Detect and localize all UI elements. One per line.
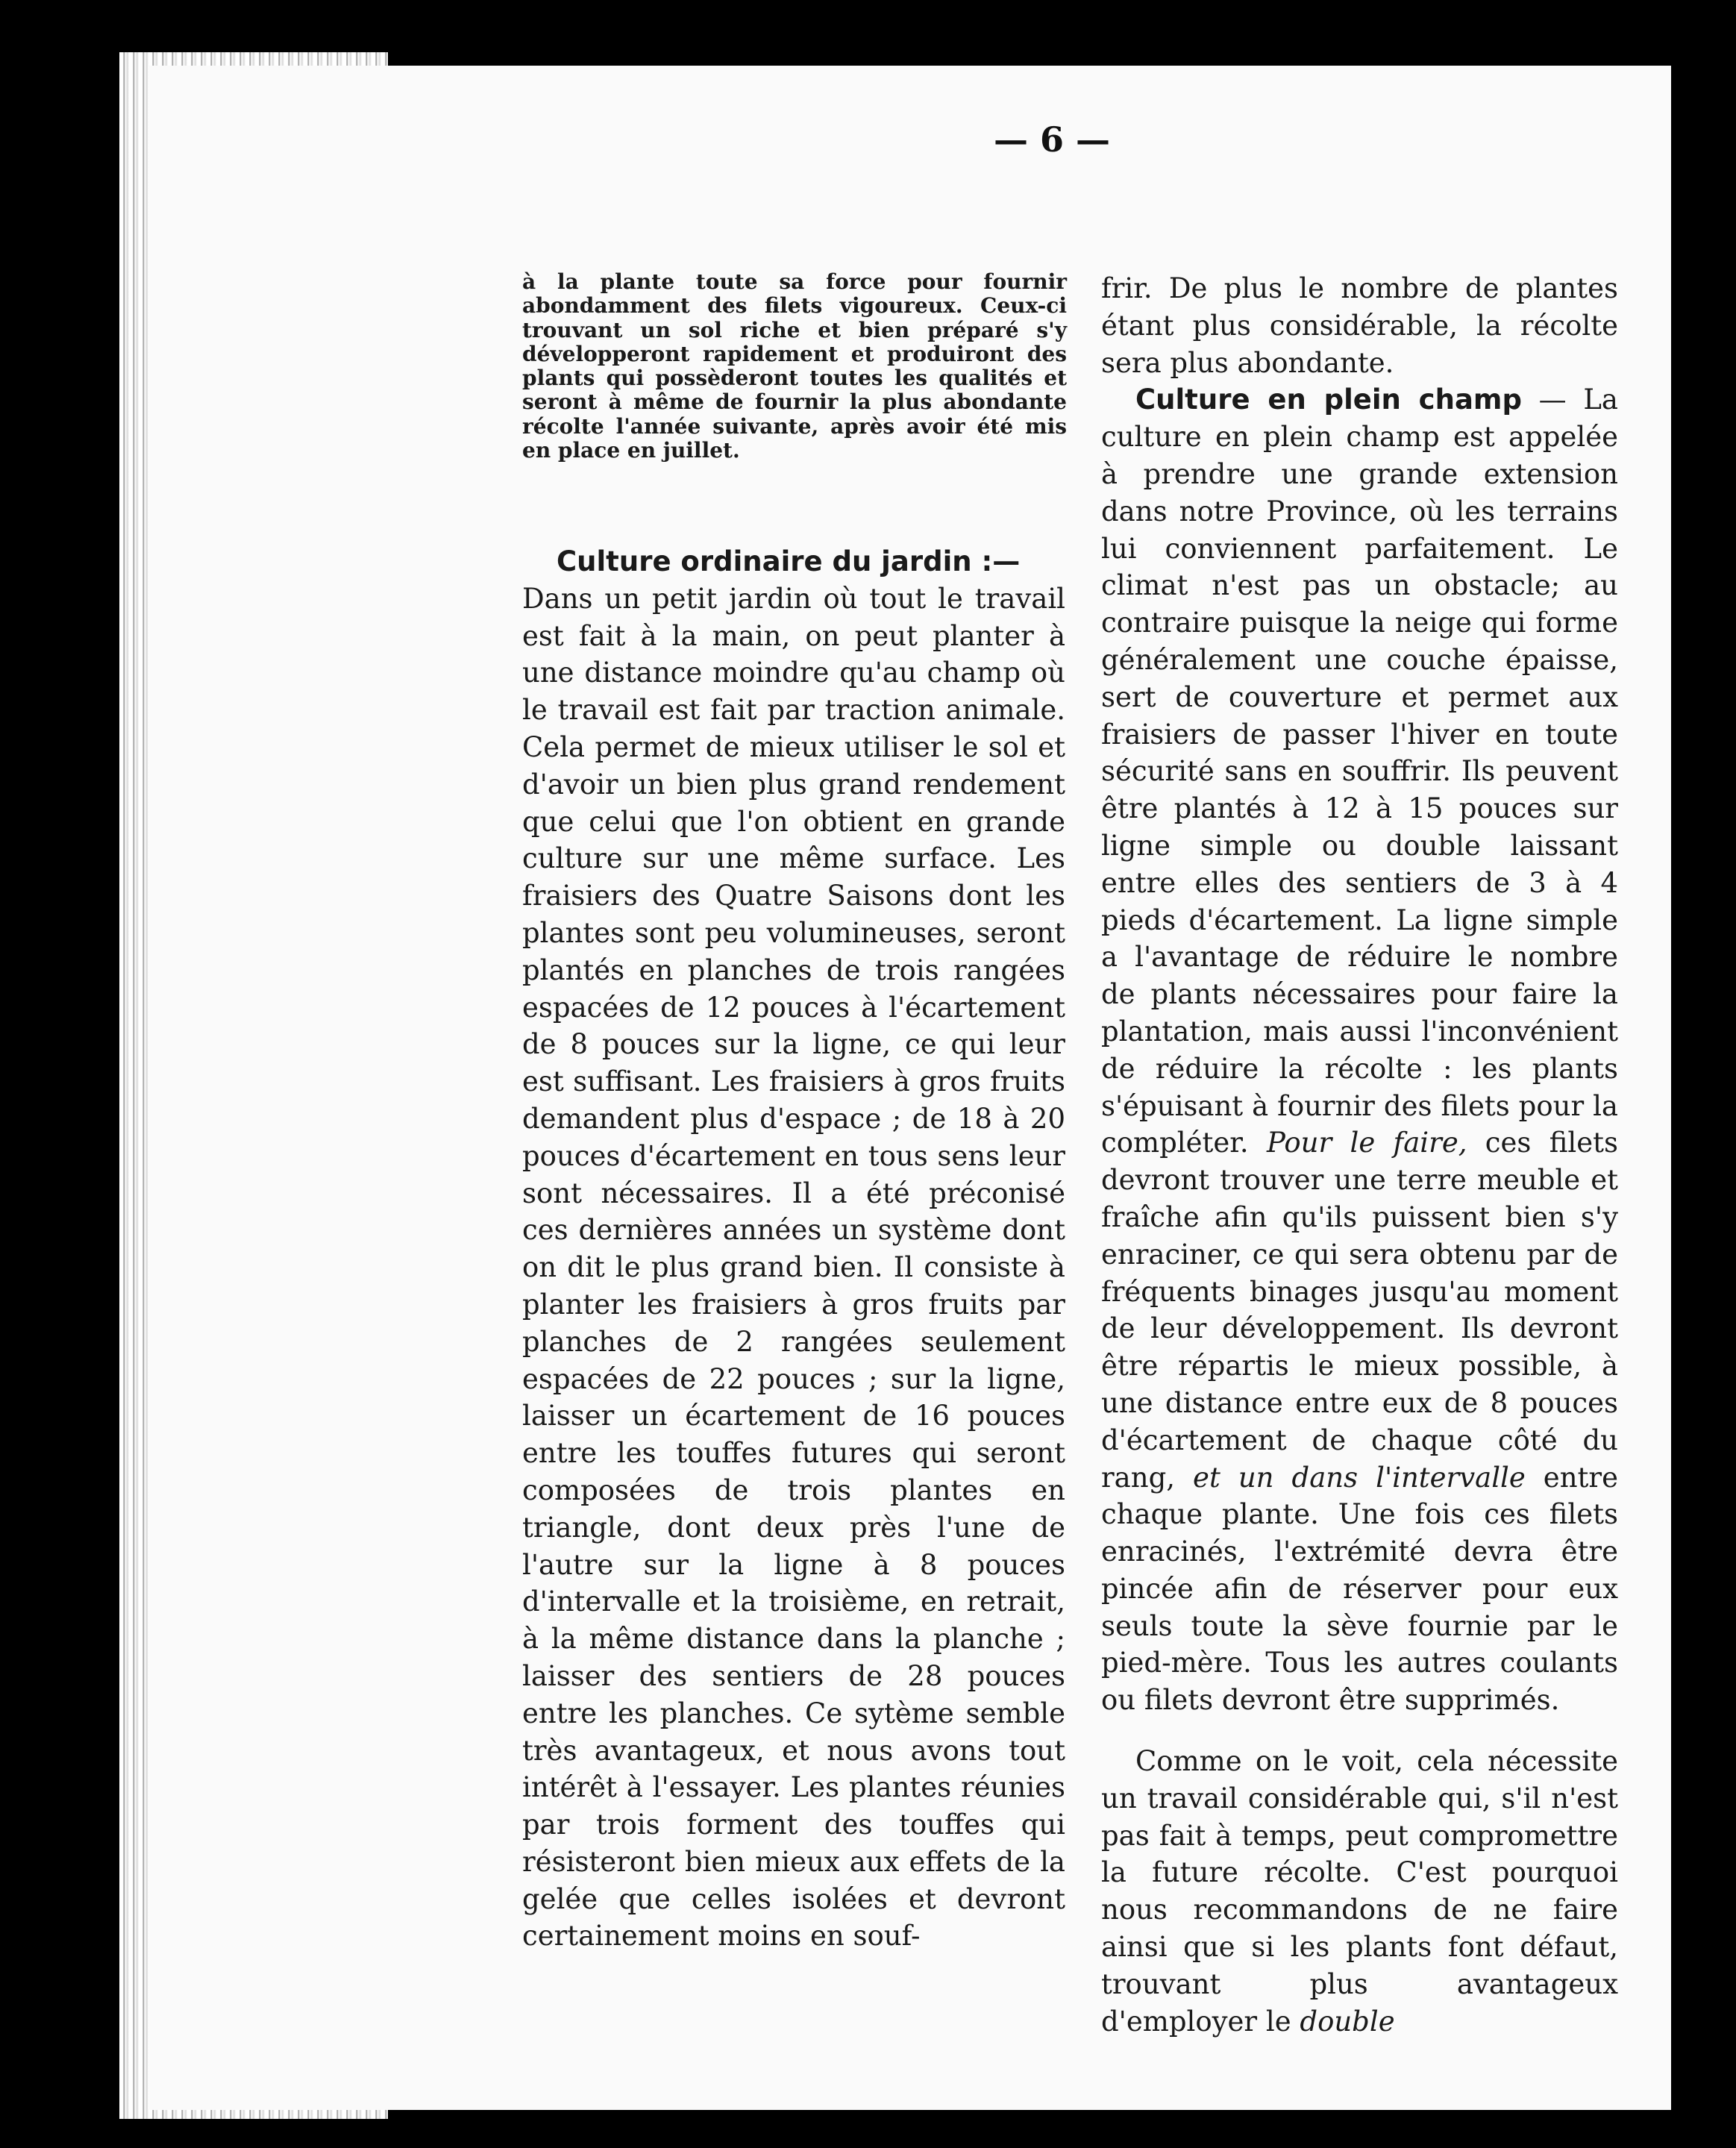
section-heading-field: Culture en plein champ	[1135, 383, 1522, 416]
closing-paragraph	[1101, 1743, 1618, 2040]
field-italic-1: Pour le faire,	[1266, 1127, 1467, 1159]
field-body-3: entre chaque plante. Une fois ces filets enracinés, l'extrémité devra être pincée afin de réserver pour eux seuls toute la sève fournie par le pied-mère. Tous les autres coulants ou filets devront être supprimés.	[1101, 1461, 1618, 1717]
field-body-2: ces filets devront trouver une terre meuble et fraîche afin qu'ils puissent bien s'y enraciner, ce qui sera obtenu par de fréquents binages jusqu'au moment de leur développement. Ils devront être répartis le mieux possible, à une distance entre eux de 8 pouces d'écartement de chaque côté du rang,	[1101, 1127, 1618, 1494]
closing-body: Comme on le voit, cela nécessite un travail considérable qui, s'il n'est pas fait à temps, peut compromettre la future récolte. C'est pourquoi nous recommandons de ne faire ainsi que si les plants font défaut, trouvant plus avantageux d'employer le	[1101, 1745, 1618, 2038]
intro-text: à la plante toute sa force pour fournir abondamment des filets vigoureux. Ceux-ci trouvant un sol riche et bien préparé s'y développeront rapidement et produiront des plants qui possèderont toutes les qualités et seront à même de fournir la plus abondante récolte l'année suivante, après avoir été mis en place en juillet.	[522, 269, 1067, 463]
field-section	[1101, 381, 1618, 1719]
right-column	[1101, 270, 1618, 2040]
garden-body: Dans un petit jardin où tout le travail est fait à la main, on peut planter à une distance moindre qu'au champ où le travail est fait par traction animale. Cela permet de mieux utiliser le sol et d'avoir un bien plus grand rendement que celui que l'on obtient en grande culture sur une même surface. Les fraisiers des Quatre Saisons dont les plantes sont peu volumineuses, seront plantés en planches de trois rangées espacées de 12 pouces à l'écartement de 8 pouces sur la ligne, ce qui leur est suffisant. Les fraisiers à gros fruits demandent plus d'espace ; de 18 à 20 pouces d'écartement en tous sens leur sont nécessaires. Il a été préconisé ces dernières années un système dont on dit le plus grand bien. Il consiste à planter les fraisiers à gros fruits par planches de 2 rangées seulement espacées de 22 pouces ; sur la ligne, laisser un écartement de 16 pouces entre les touffes futures qui seront composées de trois plantes en triangle, dont deux près l'une de l'autre sur la ligne à 8 pouces d'intervalle et la troisième, en retrait, à la même distance dans la planche ; laisser des sentiers de 28 pouces entre les planches. Ce sytème semble très avantageux, et nous avons tout intérêt à l'essayer. Les plantes réunies par trois forment des touffes qui résisteront bien mieux aux effets de la gelée que celles isolées et devront certainement moins en souf-	[522, 582, 1065, 1953]
closing-italic: double	[1291, 2005, 1395, 2038]
heading-dash: —	[1521, 383, 1584, 416]
continuation-text: frir. De plus le nombre de plantes étant plus considérable, la récolte sera plus abondante.	[1101, 272, 1618, 379]
intro-paragraph	[522, 270, 1067, 463]
field-body-1: La culture en plein champ est appelée à prendre une grande extension dans notre Province, où les terrains lui conviennent parfaitement. Le climat n'est pas un obstacle; au contraire puisque la neige qui forme généralement une couche épaisse, sert de couverture et permet aux fraisiers de passer l'hiver en toute sécurité sans en souffrir. Ils peuvent être plantés à 12 à 15 pouces sur ligne simple ou double laissant entre elles des sentiers de 3 à 4 pieds d'écartement. La ligne simple a l'avantage de réduire le nombre de plants nécessaires pour faire la plantation, mais aussi l'inconvénient de réduire la récolte : les plants s'épuisant à fournir des filets pour la compléter.	[1101, 383, 1618, 1159]
page-number: — 6 —	[993, 119, 1111, 160]
field-italic-2: et un dans l'intervalle	[1175, 1461, 1526, 1494]
left-column	[522, 543, 1065, 1955]
garden-section	[522, 543, 1065, 580]
section-heading-garden: Culture ordinaire du jardin :—	[557, 545, 1021, 577]
